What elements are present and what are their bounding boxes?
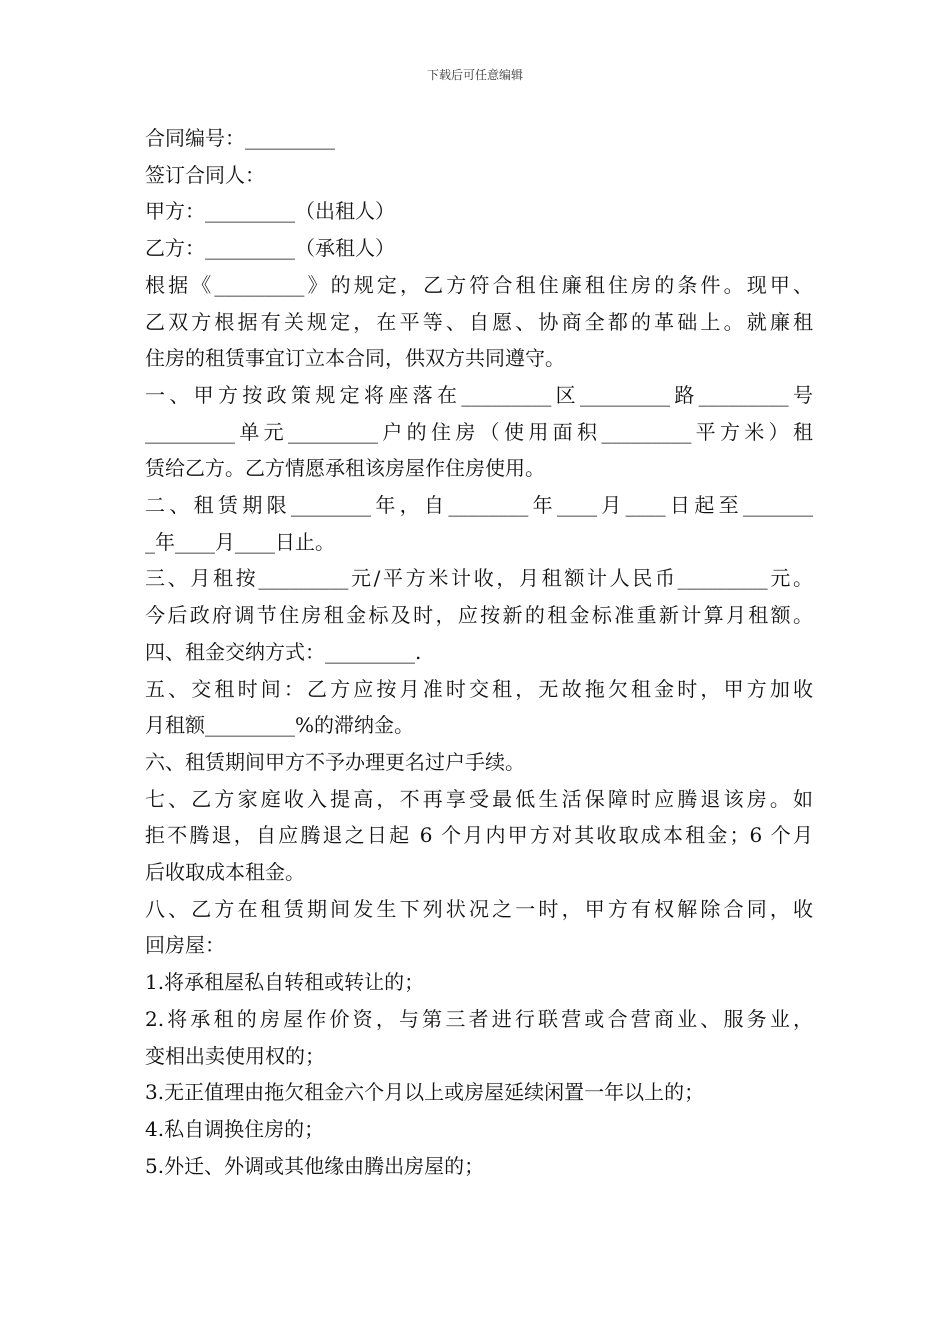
clause-7-line-3: 后收取成本租金。 (145, 860, 305, 885)
clause-1-line-1: 一、甲方按政策规定将座落在_________区_________路_________号 (145, 382, 813, 407)
party-b-line: 乙方：_________（承租人） (145, 236, 395, 261)
party-a-line: 甲方：_________（出租人） (145, 199, 395, 224)
clause-8-item-2-line-2: 变相出卖使用权的； (145, 1043, 325, 1068)
preamble-line-3: 住房的租赁事宜订立本合同，供双方共同遵守。 (145, 346, 565, 371)
clause-2-line-2: _年____月____日止。 (145, 529, 335, 554)
clause-8-line-2: 回房屋： (145, 933, 225, 958)
clause-3-line-1: 三、月租按_________元/平方米计收，月租额计人民币_________元。 (145, 566, 813, 591)
preamble-line-2: 乙双方根据有关规定，在平等、自愿、协商全都的革础上。就廉租 (145, 309, 813, 334)
clause-4-line: 四、租金交纳方式：_________. (145, 639, 422, 664)
signatories-heading: 签订合同人： (145, 162, 265, 187)
clause-7-line-1: 七、乙方家庭收入提高，不再享受最低生活保障时应腾退该房。如 (145, 786, 813, 811)
clause-1-line-3: 赁给乙方。乙方情愿承租该房屋作住房使用。 (145, 456, 545, 481)
clause-8-item-1: 1.将承租屋私自转租或转让的； (145, 970, 425, 995)
clause-2-line-1: 二、租赁期限________年，自________年____月____日起至_______ (145, 493, 813, 518)
clause-8-line-1: 八、乙方在租赁期间发生下列状况之一时，甲方有权解除合同，收 (145, 896, 813, 921)
clause-6-line: 六、租赁期间甲方不予办理更名过户手续。 (145, 749, 525, 774)
clause-8-item-3: 3.无正值理由拖欠租金六个月以上或房屋延续闲置一年以上的； (145, 1080, 705, 1105)
clause-5-line-2: 月租额_________%的滞纳金。 (145, 713, 415, 738)
clause-8-item-5: 5.外迁、外调或其他缘由腾出房屋的； (145, 1153, 485, 1178)
clause-1-line-2: _________单元_________户的住房（使用面积_________平方米）租 (145, 419, 813, 444)
header-note: 下载后可任意编辑 (426, 68, 523, 82)
clause-8-item-4: 4.私自调换住房的； (145, 1116, 325, 1141)
clause-8-item-2-line-1: 2.将承租的房屋作价资，与第三者进行联营或合营商业、服务业， (145, 1006, 813, 1031)
clause-7-line-2: 拒不腾退，自应腾退之日起 6 个月内甲方对其收取成本租金；6 个月 (145, 823, 813, 848)
preamble-line-1: 根据《_________》的规定，乙方符合租住廉租住房的条件。现甲、 (145, 272, 813, 297)
contract-body (145, 120, 813, 1184)
clause-5-line-1: 五、交租时间：乙方应按月准时交租，无故拖欠租金时，甲方加收 (145, 676, 813, 701)
contract-number-line: 合同编号：_________ (145, 126, 335, 150)
clause-3-line-2: 今后政府调节住房租金标及时，应按新的租金标准重新计算月租额。 (145, 603, 813, 628)
